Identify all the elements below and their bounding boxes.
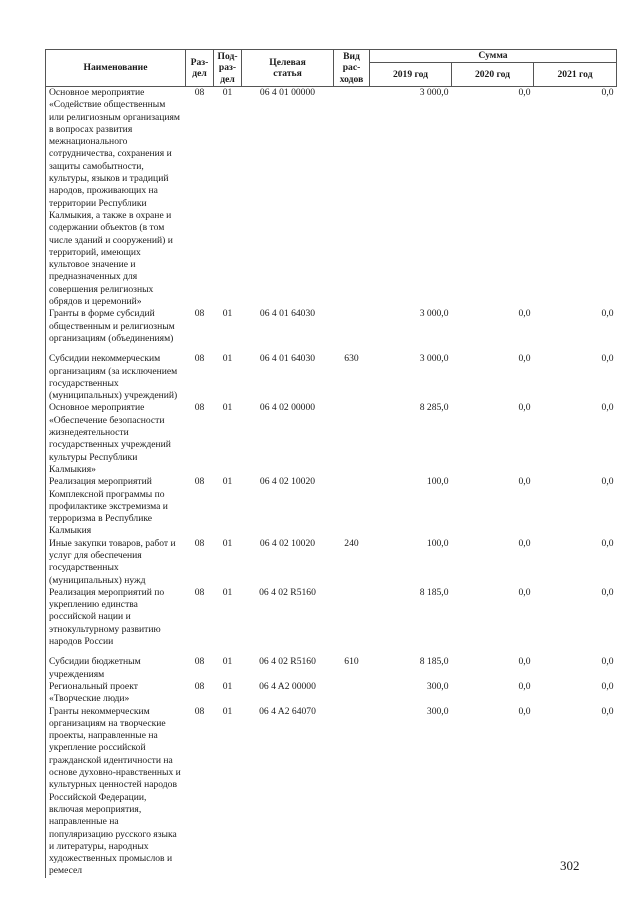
- row-razdel-cell: 08: [194, 537, 205, 549]
- table-row: [46, 706, 617, 878]
- row-vid-cell: [334, 587, 370, 656]
- row-sum-2019-cell: 300,0: [426, 705, 449, 717]
- row-sum-2019-cell: 3 000,0: [419, 87, 449, 98]
- col-vid-header: Вид рас- ходов: [334, 50, 370, 87]
- row-razdel-cell: 08: [194, 586, 205, 598]
- row-sum-2020-cell: 0,0: [518, 656, 531, 668]
- row-sum-2020-cell: 0,0: [518, 680, 531, 692]
- row-sum-2019-cell: 100,0: [426, 537, 449, 549]
- col-razdel-header: Раз- дел: [186, 50, 214, 87]
- row-sum-2020-cell: 0,0: [518, 586, 531, 598]
- row-sum-2020-cell: 0,0: [518, 476, 531, 488]
- row-sum-2020-cell: 0,0: [518, 87, 531, 98]
- row-name-cell: Иные закупки товаров, работ и услуг для обеспечения государственных (муниципальных) нужд: [46, 538, 186, 587]
- row-sum-2019-cell: 100,0: [426, 476, 449, 488]
- table-header: [46, 50, 617, 87]
- row-vid-cell: 610: [344, 656, 359, 668]
- row-podrazdel-cell: 01: [222, 656, 233, 668]
- row-sum-2019-cell: 300,0: [426, 680, 449, 692]
- row-sum-2021-cell: 0,0: [601, 308, 614, 320]
- row-podrazdel-cell: 01: [222, 680, 233, 692]
- row-razdel-cell: 08: [194, 656, 205, 668]
- row-sum-2021-cell: 0,0: [601, 586, 614, 598]
- row-name-cell: Региональный проект «Творческие люди»: [46, 681, 186, 706]
- row-sum-2019-cell: 8 185,0: [419, 656, 449, 668]
- row-sum-2020-cell: 0,0: [518, 537, 531, 549]
- table-row: [46, 656, 617, 681]
- col-celevaya-header: Целевая статья: [242, 50, 334, 87]
- table-row: [46, 538, 617, 587]
- row-name-cell: Основное мероприятие «Обеспечение безопасности жизнедеятельности государственных учреждений культуры Республики Калмыкия»: [46, 402, 186, 476]
- row-podrazdel-cell: 01: [222, 87, 233, 98]
- table-row: [46, 353, 617, 402]
- row-celevaya-cell: 06 4 02 R5160: [259, 586, 316, 598]
- row-sum-2021-cell: 0,0: [601, 537, 614, 549]
- row-sum-2021-cell: 0,0: [601, 705, 614, 717]
- row-podrazdel-cell: 01: [222, 705, 233, 717]
- row-razdel-cell: 08: [194, 87, 205, 98]
- col-summa-header: Сумма: [370, 50, 617, 63]
- row-vid-cell: [334, 681, 370, 706]
- page-number: 302: [560, 858, 580, 873]
- row-name-cell: Гранты в форме субсидий общественным и религиозным организациям (объединениям): [46, 308, 186, 353]
- row-razdel-cell: 08: [194, 308, 205, 320]
- row-name-cell: Субсидии бюджетным учреждениям: [46, 656, 186, 681]
- col-2021-header: 2021 год: [534, 63, 617, 87]
- row-razdel-cell: 08: [194, 705, 205, 717]
- row-podrazdel-cell: 01: [222, 308, 233, 320]
- row-celevaya-cell: 06 4 01 64030: [259, 308, 316, 320]
- row-razdel-cell: 08: [194, 476, 205, 488]
- row-sum-2019-cell: 3 000,0: [419, 308, 449, 320]
- row-vid-cell: [334, 706, 370, 878]
- row-vid-cell: [334, 87, 370, 309]
- col-name-header: Наименование: [46, 50, 186, 87]
- row-celevaya-cell: 06 4 01 00000: [259, 87, 316, 98]
- row-sum-2021-cell: 0,0: [601, 656, 614, 668]
- row-sum-2021-cell: 0,0: [601, 402, 614, 414]
- row-podrazdel-cell: 01: [222, 537, 233, 549]
- row-celevaya-cell: 06 4 02 R5160: [259, 656, 316, 668]
- row-celevaya-cell: 06 4 02 10020: [259, 537, 316, 549]
- row-celevaya-cell: 06 4 A2 00000: [259, 680, 316, 692]
- table-row: [46, 681, 617, 706]
- row-sum-2020-cell: 0,0: [518, 705, 531, 717]
- budget-table: [45, 49, 617, 878]
- table-row: [46, 402, 617, 476]
- row-name-cell: Основное мероприятие «Содействие общественным или религиозным организациям в вопросах развития межнационального сотрудничества, сохранения и защиты самобытности, культуры, языков и традиций народов, проживающих на территории Республики Калмыкия, а также в охране и содержании объектов (в том числе зданий и сооружений) и территорий, имеющих культовое значение и предназначенных для совершения религиозных обрядов и церемоний»: [46, 87, 186, 309]
- table-row: [46, 87, 617, 309]
- col-2019-header: 2019 год: [370, 63, 452, 87]
- row-razdel-cell: 08: [194, 353, 205, 365]
- row-vid-cell: [334, 476, 370, 537]
- row-sum-2021-cell: 0,0: [601, 87, 614, 98]
- row-sum-2019-cell: 3 000,0: [419, 353, 449, 365]
- table-row: [46, 308, 617, 353]
- row-podrazdel-cell: 01: [222, 402, 233, 414]
- row-sum-2021-cell: 0,0: [601, 680, 614, 692]
- col-podrazdel-header: Под- раз- дел: [214, 50, 242, 87]
- row-podrazdel-cell: 01: [222, 353, 233, 365]
- table-body: [46, 87, 617, 878]
- row-razdel-cell: 08: [194, 680, 205, 692]
- row-vid-cell: [334, 402, 370, 476]
- row-name-cell: Реализация мероприятий по укреплению единства российской нации и этнокультурному развитию народов России: [46, 587, 186, 656]
- row-sum-2020-cell: 0,0: [518, 402, 531, 414]
- row-sum-2019-cell: 8 185,0: [419, 586, 449, 598]
- row-podrazdel-cell: 01: [222, 476, 233, 488]
- row-sum-2020-cell: 0,0: [518, 308, 531, 320]
- row-sum-2021-cell: 0,0: [601, 476, 614, 488]
- row-name-cell: Гранты некоммерческим организациям на творческие проекты, направленные на укрепление российской гражданской идентичности на основе духовно-нравственных и культурных ценностей народов Российской Федерации, включая мероприятия, направленные на популяризацию русского языка и литературы, народных художественных промыслов и ремесел: [46, 706, 186, 878]
- row-vid-cell: [334, 308, 370, 353]
- row-razdel-cell: 08: [194, 402, 205, 414]
- row-celevaya-cell: 06 4 02 00000: [259, 402, 316, 414]
- table-row: [46, 587, 617, 656]
- row-podrazdel-cell: 01: [222, 586, 233, 598]
- row-celevaya-cell: 06 4 A2 64070: [259, 705, 316, 717]
- row-sum-2019-cell: 8 285,0: [419, 402, 449, 414]
- col-2020-header: 2020 год: [452, 63, 534, 87]
- row-vid-cell: 240: [344, 537, 359, 549]
- row-sum-2021-cell: 0,0: [601, 353, 614, 365]
- row-celevaya-cell: 06 4 02 10020: [259, 476, 316, 488]
- row-vid-cell: 630: [344, 353, 359, 365]
- row-sum-2020-cell: 0,0: [518, 353, 531, 365]
- row-celevaya-cell: 06 4 01 64030: [259, 353, 316, 365]
- row-name-cell: Субсидии некоммерческим организациям (за исключением государственных (муниципальных) учреждений): [46, 353, 186, 402]
- row-name-cell: Реализация мероприятий Комплексной программы по профилактике экстремизма и терроризма в Республике Калмыкия: [46, 476, 186, 537]
- table-row: [46, 476, 617, 537]
